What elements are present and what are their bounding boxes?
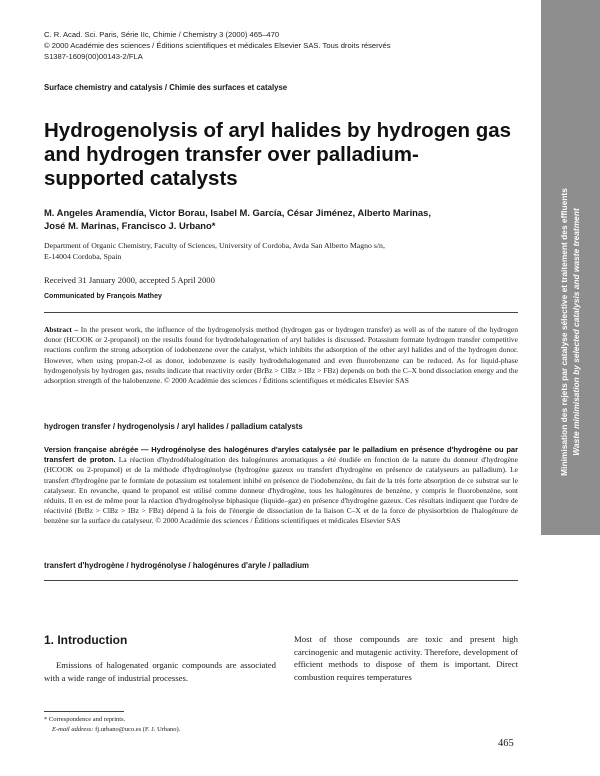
email-address: fj.urbano@uco.es (F. J. Urbano). [95,726,181,733]
abstract-text: In the present work, the influence of the hydrogenolysis method (hydrogen gas or hydrogen transfer) as well as of the nature of the hydrogen donor (HCOOK or 2-propanol) on the results found for hydrodehalogenation of aryl halides is discussed. Potassium formate hydrogen transfer competitive reactions confirm the strong adsorption of iodobenzene over the catalyst, which inhibits the adsorption of the other aryl halides and of the hydrogen donor. However, when using propan-2-ol as donor, iodobenzene is easily hydrodehalogenated and even fluorobenzene can be reduced. As for liquid-phase hydrogenolysis by hydrogen gas, results indicate that reactivity order (BrBz > ClBz > IBz > FBz) depends on both the C–X bond dissociation energy and the adsorption strength of the halobenzene. © 2000 Académie des sciences / Éditions scientifiques et médicales Elsevier SAS [44,325,518,386]
affiliation [44,241,514,262]
intro-heading: 1. Introduction [44,633,128,647]
intro-column-2: Most of those compounds are toxic and present high carcinogenic and mutagenic activity. Therefore, development of efficient methods to dispose of them is important. Direct combustion requires temperatures [294,634,518,682]
banner-title-fr: Minimisation des rejets par catalyse sélective et traitement des effluents [559,188,569,476]
abstract [44,325,518,386]
keywords-en: hydrogen transfer / hydrogenolysis / aryl halides / palladium catalysts [44,422,303,431]
footnote-email [44,726,292,735]
divider-top [44,312,518,313]
journal-citation: C. R. Acad. Sci. Paris, Série IIc, Chimie / Chemistry 3 (2000) 465–470 [44,30,280,39]
divider-bottom [44,580,518,581]
abstract-label: Abstract – [44,325,79,334]
author-line-1: M. Angeles Aramendía, Victor Borau, Isabel M. García, César Jiménez, Alberto Marinas, [44,207,431,218]
paper-title: Hydrogenolysis of aryl halides by hydrogen gas and hydrogen transfer over palladium-supported catalysts [44,119,512,190]
author-list [44,206,514,232]
side-banner-text [558,112,582,552]
email-label: E-mail address: [52,726,94,733]
banner-title-en: Waste minimisation by selected catalysis and waste treatment [571,208,581,456]
communicated-by: Communicated by François Mathey [44,293,162,300]
affiliation-line-2: E-14004 Cordoba, Spain [44,251,122,261]
author-line-2: José M. Marinas, Francisco J. Urbano* [44,220,216,231]
pii-line: S1387-1609(00)00143-2/FLA [44,52,143,61]
french-abridged [44,445,518,527]
footnote-rule [44,711,124,712]
keywords-fr: transfert d'hydrogène / hydrogénolyse / halogénures d'aryle / palladium [44,561,309,570]
intro-column-1 [44,659,276,684]
french-label: Version française abrégée — Hydrogénolyse des halogénures d'aryles catalysée par le palladium en présence d'hydrogène ou par transfert de proton. [44,445,518,465]
french-text: La réaction d'hydrodéhalogénation des halogénures aromatiques a été étudiée en fonction de la nature du donneur d'hydrogène (HCOOK ou 2-propanol) et de la méthode d'hydrogénolyse (hydrogène gazeux ou transfert d'hydrogène en présence de catalyseurs au palladium). Le transfert d'hydrogène par le formiate de potassium est totalement inhibé en présence de l'iodobenzène, du fait de la très forte absorption de ce substrat sur le catalyseur. En revanche, quand le propanol est utilisé comme donneur d'hydrogène, tous les halogénures de benzène, y compris le fluorobenzène, sont réduits. Il en est de même pour la réaction d'hydrogénolyse biphasique (liquide–gaz) en présence d'hydrogène gazeux. Ces résultats indiquent que l'ordre de réactivité (BrBz > ClBz > IBz > FBz) dépend à la fois de l'énergie de dissociation de la liaison C–X et de la force de physisorbtion de l'halogénure de benzène sur la surface du catalyseur. © 2000 Académie des sciences / Éditions scientifiques et médicales Elsevier SAS [44,455,518,526]
intro-col1-text: Emissions of halogenated organic compounds are associated with a wide range of industrial processes. [44,660,276,683]
footnote-correspondence: * Correspondence and reprints. [44,716,126,723]
page-number: 465 [498,738,514,749]
copyright-line: © 2000 Académie des sciences / Éditions scientifiques et médicales Elsevier SAS. Tous droits réservés [44,41,391,50]
affiliation-line-1: Department of Organic Chemistry, Faculty of Sciences, University of Cordoba, Avda San Alberto Magno s/n, [44,241,385,250]
received-date: Received 31 January 2000, accepted 5 April 2000 [44,275,215,285]
side-banner [541,0,600,535]
section-tag: Surface chemistry and catalysis / Chimie des surfaces et catalyse [44,83,288,92]
